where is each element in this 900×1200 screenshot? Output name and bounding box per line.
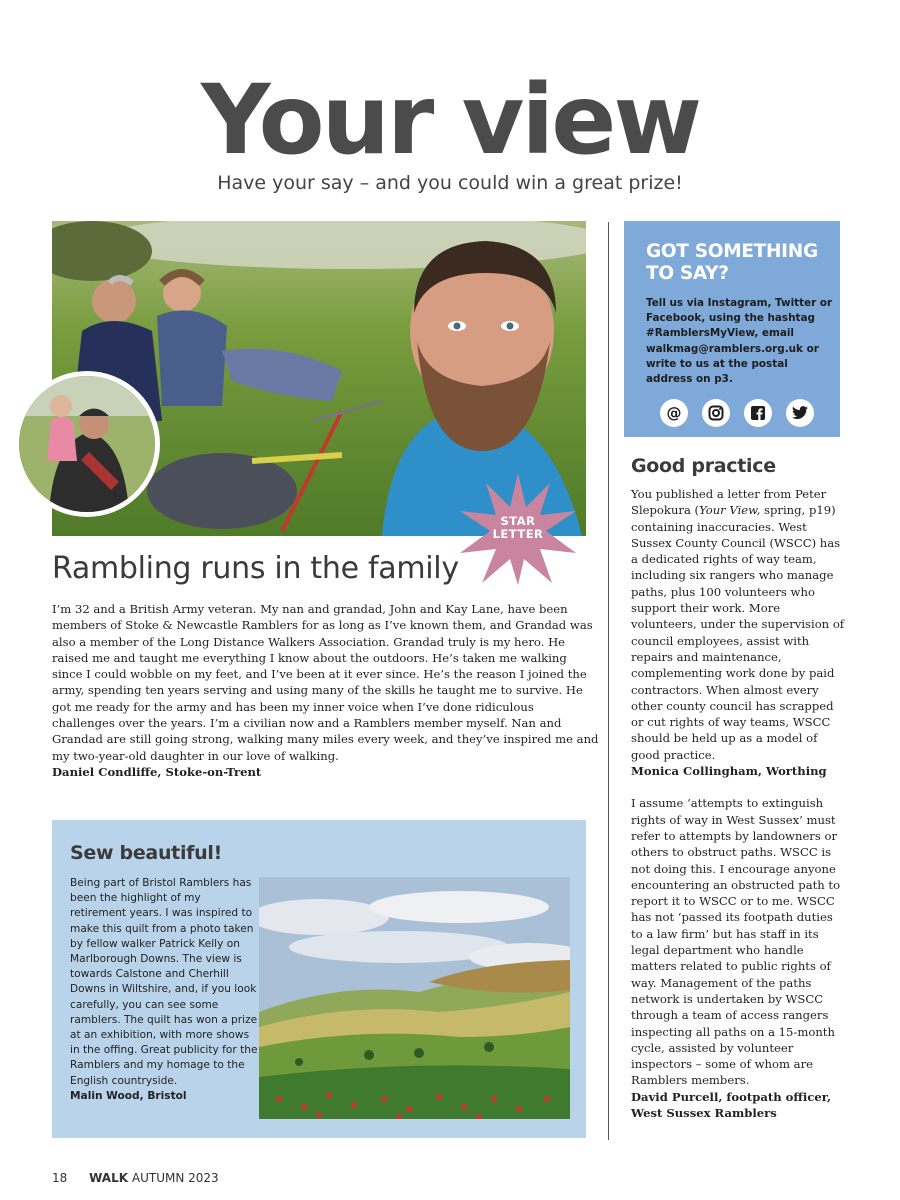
sew-beautiful-body — [70, 876, 260, 1104]
good-practice-letter-1 — [631, 486, 846, 779]
got-something-box — [624, 221, 840, 437]
page-title: Your view — [200, 64, 700, 176]
instagram-icon[interactable] — [702, 399, 730, 427]
star-letter-title: Rambling runs in the family — [52, 551, 459, 586]
star-letter-text-body: I’m 32 and a British Army veteran. My nan and grandad, John and Kay Lane, have been members of Stoke & Newcastle Ramblers for as long as I’ve known them, and Grandad was also a member of the Long Distance Walkers Association. Grandad truly is my hero. He raised me and taught me everything I know about the outdoors. He’s taken me walking since I could wobble on my feet, and I’ve been at it ever since. He’s the reason I joined the army, spending ten years serving and using many of the skills he taught me to survive. He got me ready for the army and has been my inner voice when I’ve done ridiculous challenges over the years. I’m a civilian now and a Ramblers member myself. Nan and Grandad are still going strong, walking many miles every week, and they’ve inspired me and my two-year-old daughter in our love of walking. — [52, 602, 599, 763]
good-practice-para2: I assume ‘attempts to extinguish rights of way in West Sussex’ must refer to attempts by landowners or others to obstruct paths. WSCC is not doing this. I encourage anyone encountering an obstructed path to report it to WSCC or to me. WSCC has not ‘passed its footpath duties to a law firm’ but has staff in its legal department who handle matters related to public rights of way. Management of the paths network is undertaken by WSCC through a team of access rangers inspecting all paths on a 15-month cycle, assisted by volunteer inspectors – some of whom are Ramblers members. — [631, 796, 841, 1088]
issue-label: AUTUMN 2023 — [131, 1171, 219, 1185]
good-practice-signature-2-line1: David Purcell, footpath officer, — [631, 1089, 832, 1104]
sew-beautiful-box — [52, 820, 586, 1138]
got-something-body: Tell us via Instagram, Twitter or Facebook, using the hashtag #RamblersMyView, email walkmag@ramblers.org.uk or write to us at the postal address on p3. — [646, 297, 833, 386]
father-daughter-inset-photo — [14, 371, 160, 517]
page-number: 18 — [52, 1171, 68, 1185]
twitter-icon[interactable] — [786, 399, 814, 427]
magazine-name: WALK — [89, 1171, 129, 1185]
column-divider — [608, 222, 609, 1140]
star-badge-line2: LETTER — [492, 527, 544, 541]
star-letter-signature: Daniel Condliffe, Stoke-on-Trent — [52, 764, 262, 779]
good-practice-signature-2-line2: West Sussex Ramblers — [631, 1105, 777, 1120]
page-subtitle: Have your say – and you could win a great prize! — [217, 172, 683, 194]
masthead — [0, 64, 900, 194]
good-practice-body — [631, 486, 846, 1137]
social-icons — [660, 399, 814, 427]
sew-beautiful-text: Being part of Bristol Ramblers has been the highlight of my retirement years. I was inspired to make this quilt from a photo taken by fellow walker Patrick Kelly on Marlborough Downs. The view is towards Calstone and Cherhill Downs in Wiltshire, and, if you look carefully, you can see some ramblers. The quilt has won a prize at an exhibition, with more shows in the offing. Great publicity for the Ramblers and my homage to the English countryside. — [70, 877, 258, 1087]
star-badge-line1: STAR — [500, 514, 536, 528]
good-practice-letter-2 — [631, 795, 846, 1121]
page-footer — [52, 1171, 219, 1185]
good-practice-signature-1: Monica Collingham, Worthing — [631, 764, 827, 779]
good-practice-para1-rest: spring, p19) containing inaccuracies. West Sussex County Council (WSCC) has a dedicated rights of way team, including six rangers who manage paths, plus 100 volunteers who support their work. More volunteers, under the supervision of council employees, assist with repairs and maintenance, complementing work done by paid contractors. When almost every other county council has scrapped or cut rights of way teams, WSCC should be held up as a model of good practice. — [631, 503, 845, 762]
at-icon[interactable]: @ — [660, 399, 688, 427]
good-practice-para1-lead: You published a letter from Peter Slepokura ( — [631, 487, 827, 518]
got-something-title: GOT SOMETHING TO SAY? — [646, 241, 818, 284]
good-practice-para1-italic: Your View, — [699, 503, 761, 518]
star-letter-text — [458, 515, 578, 541]
star-letter-body — [52, 601, 600, 780]
good-practice-title: Good practice — [631, 455, 776, 477]
facebook-icon[interactable] — [744, 399, 772, 427]
landscape-quilt-photo — [259, 877, 570, 1119]
sew-beautiful-title: Sew beautiful! — [70, 842, 222, 864]
sew-beautiful-signature: Malin Wood, Bristol — [70, 1089, 187, 1102]
